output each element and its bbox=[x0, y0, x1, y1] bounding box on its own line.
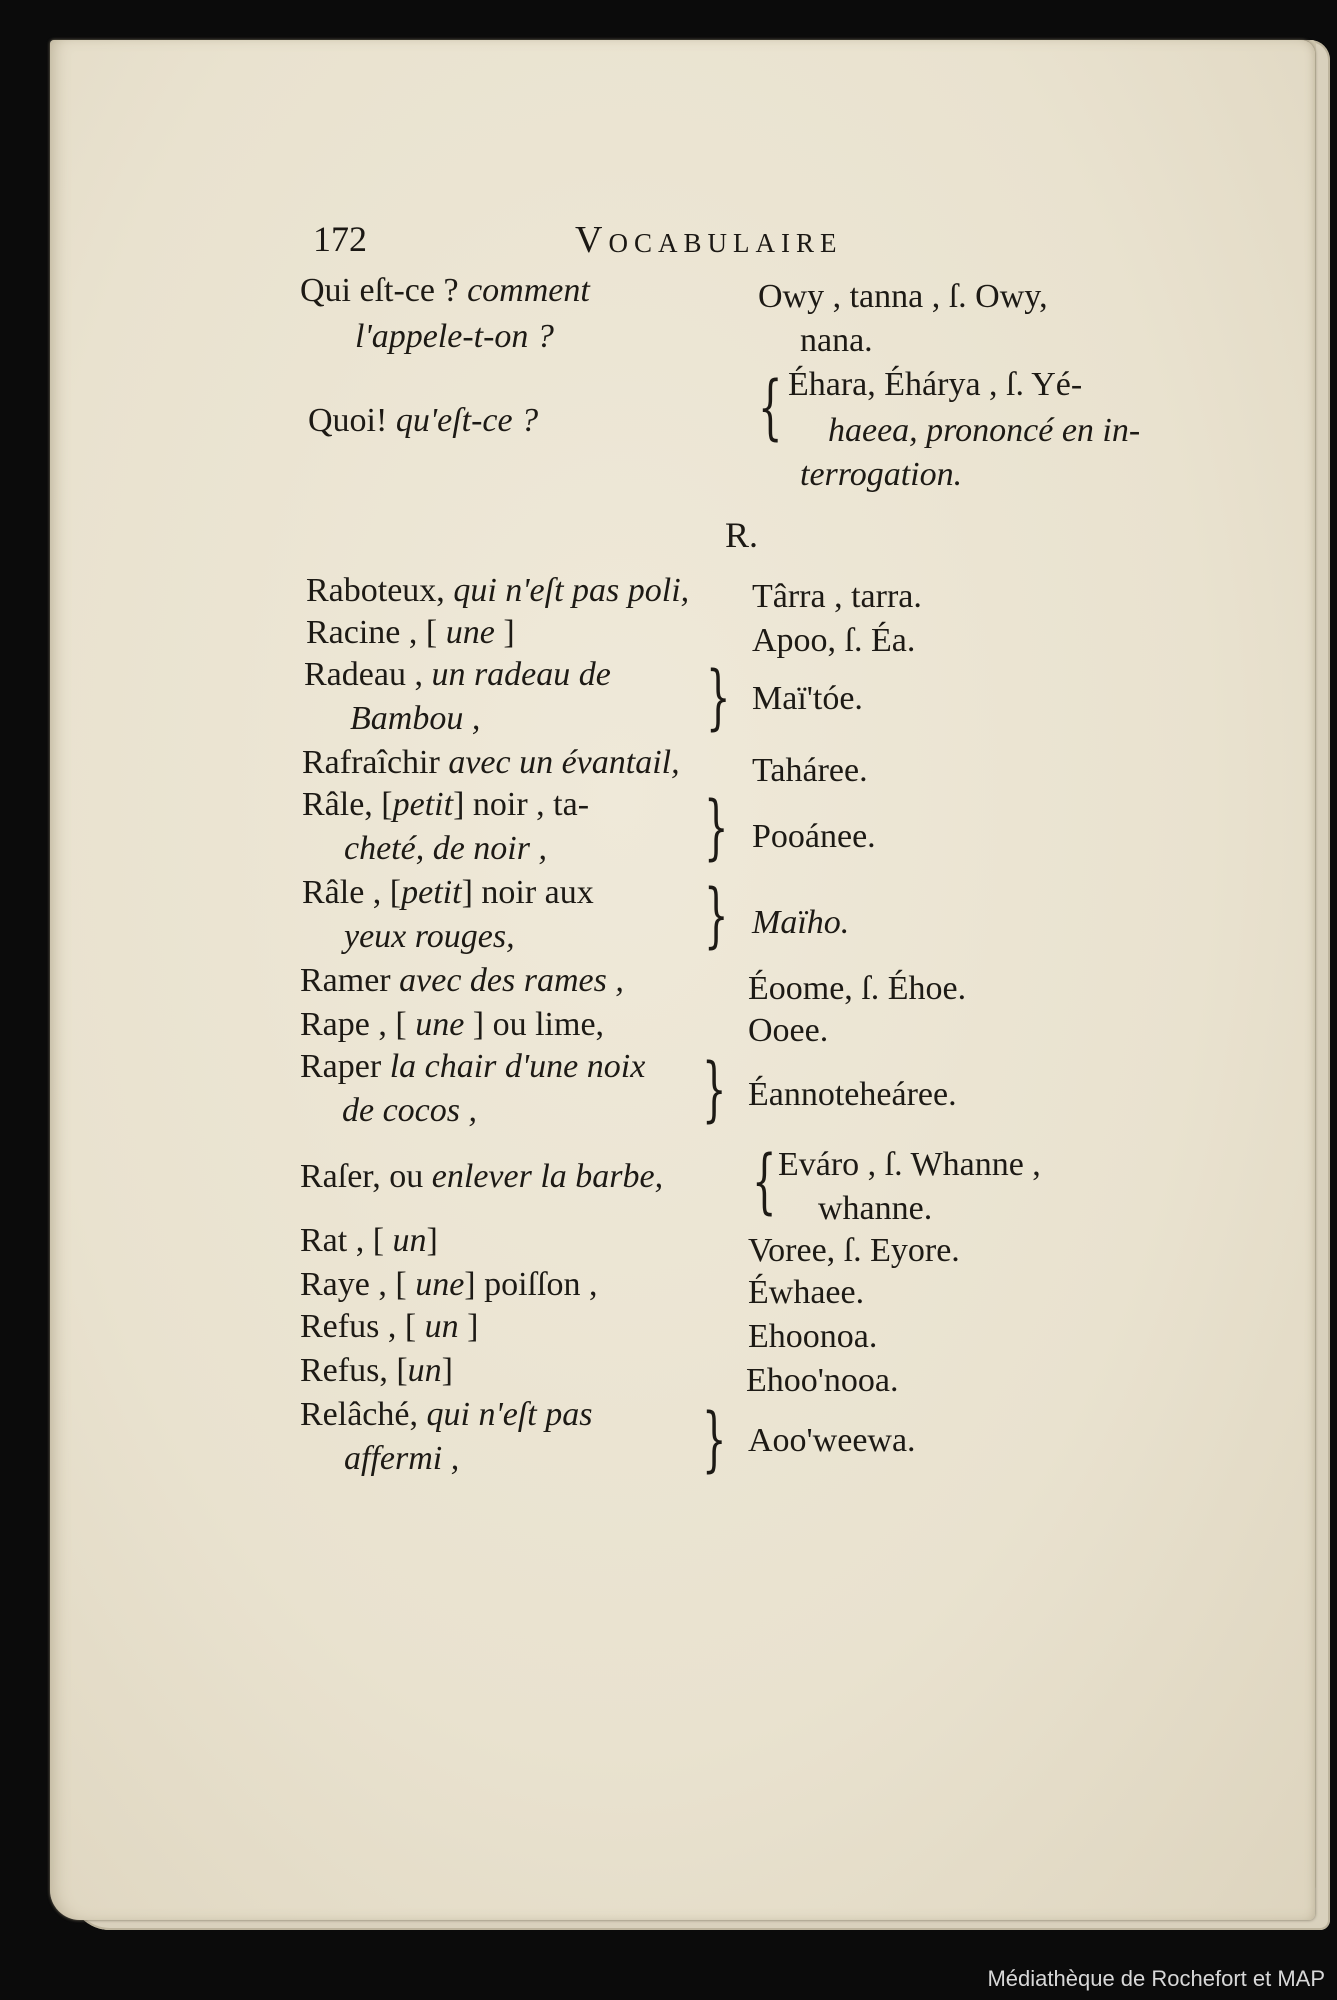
entry-term: Raye , [ une] poiſſon , bbox=[300, 1266, 598, 1303]
image-credit: Médiathèque de Rochefort et MAP bbox=[987, 1966, 1325, 1991]
entry-term: Rafraîchir avec un évantail, bbox=[302, 744, 680, 781]
brace: { bbox=[752, 1140, 777, 1222]
entry-gloss: Ehoonoa. bbox=[748, 1318, 878, 1355]
brace: } bbox=[706, 656, 731, 738]
entry-gloss: Owy , tanna , ſ. Owy, bbox=[758, 278, 1048, 315]
entry-term: Racine , [ une ] bbox=[306, 614, 515, 651]
page-number: 172 bbox=[313, 219, 367, 259]
entry-term: Refus , [ un ] bbox=[300, 1308, 479, 1345]
entry-term-continued: l'appele-t-on ? bbox=[355, 318, 554, 355]
brace: } bbox=[702, 1398, 727, 1480]
entry-term: Relâché, qui n'eſt pas bbox=[300, 1396, 593, 1433]
entry-gloss-continued: terrogation. bbox=[800, 456, 963, 493]
entry-term: Râle, [petit] noir , ta- bbox=[302, 786, 590, 823]
running-head: Vocabulaire bbox=[575, 219, 843, 261]
entry-gloss: Apoo, ſ. Éa. bbox=[752, 622, 916, 659]
entry-gloss-continued: whanne. bbox=[818, 1190, 933, 1227]
entry-term: Rape , [ une ] ou lime, bbox=[300, 1006, 605, 1043]
entry-gloss: Maï'tóe. bbox=[752, 680, 863, 717]
entry-gloss: Pooánee. bbox=[752, 818, 876, 855]
entry-term: Refus, [un] bbox=[300, 1352, 453, 1389]
entry-term-continued: de cocos , bbox=[342, 1092, 478, 1129]
entry-gloss: Taháree. bbox=[752, 752, 868, 789]
entry-term-continued: yeux rouges, bbox=[344, 918, 515, 955]
page-header bbox=[313, 218, 923, 268]
brace: } bbox=[702, 1048, 727, 1130]
entry-gloss: Aoo'weewa. bbox=[748, 1422, 916, 1459]
entry-term: Rat , [ un] bbox=[300, 1222, 438, 1259]
entry-gloss: Éhara, Éhárya , ſ. Yé- bbox=[788, 366, 1083, 403]
entry-gloss: Éoome, ſ. Éhoe. bbox=[748, 970, 967, 1007]
entry-term: Raſer, ou enlever la barbe, bbox=[300, 1158, 664, 1195]
entry-gloss: Maïho. bbox=[752, 904, 850, 941]
entry-term: Ramer avec des rames , bbox=[300, 962, 624, 999]
entry-gloss: Târra , tarra. bbox=[752, 578, 922, 615]
entry-term: Râle , [petit] noir aux bbox=[302, 874, 594, 911]
entry-term: Quoi! qu'eſt-ce ? bbox=[308, 402, 539, 439]
entry-gloss: Ehoo'nooa. bbox=[746, 1362, 899, 1399]
entry-gloss: Éannoteheáree. bbox=[748, 1076, 957, 1113]
book-page bbox=[50, 40, 1315, 1920]
entry-term-continued: affermi , bbox=[344, 1440, 460, 1477]
entry-gloss: Ooee. bbox=[748, 1012, 829, 1049]
brace: { bbox=[758, 366, 783, 448]
section-letter: R. bbox=[725, 515, 759, 555]
brace: } bbox=[704, 874, 729, 956]
entry-term: Raper la chair d'une noix bbox=[300, 1048, 646, 1085]
entry-term-continued: Bambou , bbox=[350, 700, 481, 737]
entry-gloss-continued: haeea, prononcé en in- bbox=[828, 412, 1141, 449]
entry-gloss: Éwhaee. bbox=[748, 1274, 865, 1311]
brace: } bbox=[704, 786, 729, 868]
entry-gloss: Voree, ſ. Eyore. bbox=[748, 1232, 960, 1269]
entry-gloss-continued: nana. bbox=[800, 322, 873, 359]
entry-term: Radeau , un radeau de bbox=[304, 656, 611, 693]
entry-gloss: Eváro , ſ. Whanne , bbox=[778, 1146, 1041, 1183]
entry-term: Qui eſt-ce ? comment bbox=[300, 272, 590, 309]
entry-term-continued: cheté, de noir , bbox=[344, 830, 547, 867]
entry-term: Raboteux, qui n'eſt pas poli, bbox=[306, 572, 690, 609]
